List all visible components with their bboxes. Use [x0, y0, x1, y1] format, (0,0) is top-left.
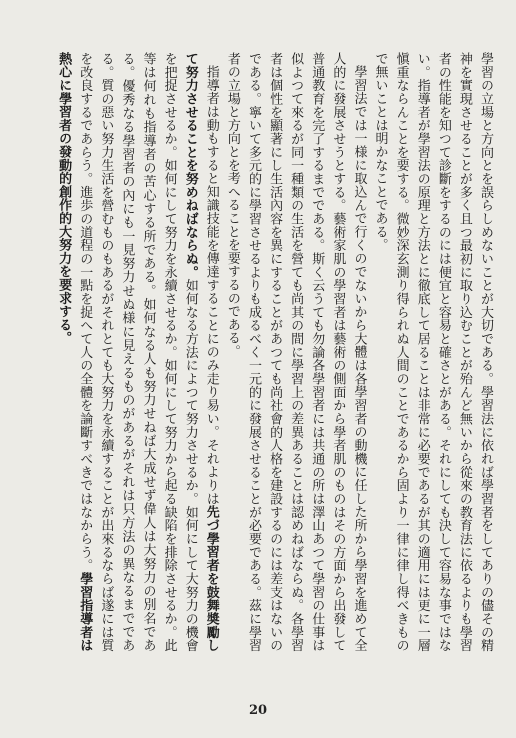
- paragraph-3-emphasis-a: 先づ學習者を鼓舞奬勵して努力させることを努めねばならぬ。: [182, 52, 219, 652]
- paragraph-2-text: 學習法では一様に取込んで行くのでないから大體は各學習者の動機に任した所から學習を進めて全人的に發展させうとする。藝術家肌の學習者は藝術の側面から學者肌のものはその方面から出發して普通教育を完了するまでである。斯く云うても勿論各學習者には共通の所は澤山あつて學習の仕事は似よつて來るが同一種類の生活を營ても尚其の間に學習上の差異あることは認めねばならぬ。各學習者は個性を顯著にし生活內容を異にすることがあつても尚社會的人格を建設するのには差支はないのである。寧いて多元的に學習させるよりも成るべく一元的に發展させることが必要である。茲に學習者の立場と方向とを考へることを要するのである。: [224, 52, 367, 652]
- paragraph-2: [222, 52, 370, 652]
- paragraph-3-text-b: 如何なる方法によつて努力させるか。如何にして大努力の機會を把捉させるか。如何にして努力を永續させるか。如何にして努力から起る缺陷を排除させるか。此等は何れも指導者の苦心する所である。如何なる人も努力せねば大成せず偉人は大努力の別名である。優秀なる學習者の內にも一見努力せぬ様に見えるものがあるがそれは只方法の異なるまでである。質の惡い努力生活を營むものもあるがそれとても大努力を永續することが出來るならば遂には質を改良するであらう。進歩の道程の一點を捉へて人の全體を論斷すべきではなからう。: [77, 52, 198, 652]
- paragraph-1-text: 學習の立場と方向とを誤らしめないことが大切である。學習法に依れば學習者をしてありの儘その精神を實現させることが多く且つ最初に取り込むことが殆んど無いから從來の教育法に依るよりも學習者の性能を知つて診斷をするのには便宜と容易と確さとがある。それにしても決して容易な事ではない。指導者が學習法の原理と方法とに徹底して居ることは非常に必要であるが其の適用には更に一層愼重ならんことを要する。微妙深玄測り得られぬ人間のことであるから固より一律に律し得べきもので無いことは明かなことである。: [372, 52, 493, 652]
- page-number: 20: [248, 703, 268, 718]
- vertical-text-body: [16, 52, 496, 652]
- paragraph-3-emphasis-b: 學習指導者は熱心に學習者の發動的創作的大努力を要求する。: [56, 52, 93, 652]
- paragraph-3-text-a: 指導者は動もすると知識技能を傳達することにのみ走り易い。それよりは: [203, 65, 219, 506]
- paragraph-3: [53, 52, 222, 652]
- paragraph-1: [369, 52, 496, 652]
